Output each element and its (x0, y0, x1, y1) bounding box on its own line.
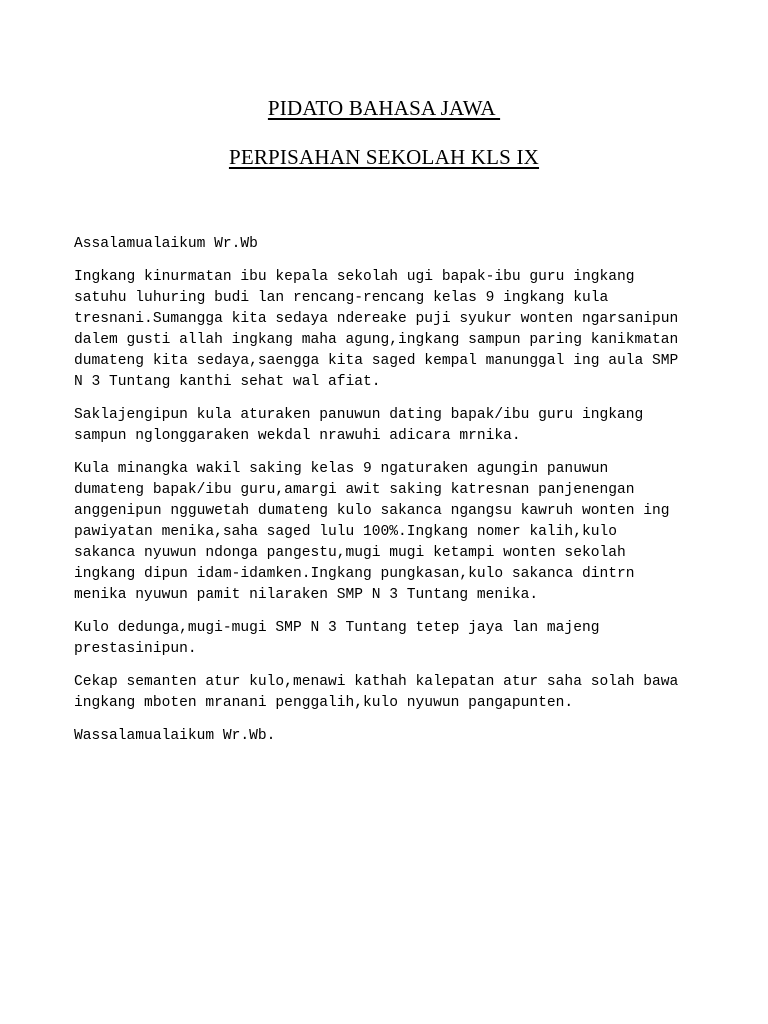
document-title: PIDATO BAHASA JAWA (267, 96, 501, 120)
closing-paragraph: Wassalamualaikum Wr.Wb. (74, 728, 276, 744)
representative-paragraph: Kula minangka wakil saking kelas 9 ngaturaken agungin panuwun dumateng bapak/ibu guru,amargi awit saking katresnan panjenengan anggenipun ngguwetah dumateng kulo sakanca ngangsu kawruh wonten ing pawiyatan menika,saha saged lulu 100%.Ingkang nomer kalih,kulo sakanca nyuwun ndonga pangestu,mugi mugi ketampi wonten sekolah ingkang dipun idam-idamken.Ingkang pungkasan,kulo sakanca dintrn menika nyuwun pamit nilaraken SMP N 3 Tuntang menika. (74, 461, 670, 603)
opening-paragraph: Ingkang kinurmatan ibu kepala sekolah ugi bapak-ibu guru ingkang satuhu luhuring budi lan rencang-rencang kelas 9 ingkang kula tresnani.Sumangga kita sedaya ndereake puji syukur wonten ngarsanipun dalem gusti allah ingkang maha agung,ingkang sampun paring kanikmatan dumateng kita sedaya,saengga kita saged kempal manunggal ing aula SMP N 3 Tuntang kanthi sehat wal afiat. (74, 269, 679, 390)
greeting-paragraph: Assalamualaikum Wr.Wb (74, 236, 258, 252)
hope-paragraph: Kulo dedunga,mugi-mugi SMP N 3 Tuntang tetep jaya lan majeng prestasinipun. (74, 620, 600, 657)
apology-paragraph: Cekap semanten atur kulo,menawi kathah kalepatan atur saha solah bawa ingkang mboten mranani penggalih,kulo nyuwun pangapunten. (74, 674, 679, 711)
document-subtitle: PERPISAHAN SEKOLAH KLS IX (228, 145, 540, 169)
thanks-paragraph: Saklajengipun kula aturaken panuwun dating bapak/ibu guru ingkang sampun nglonggaraken wekdal nrawuhi adicara mrnika. (74, 407, 644, 444)
speech-body (74, 234, 714, 759)
